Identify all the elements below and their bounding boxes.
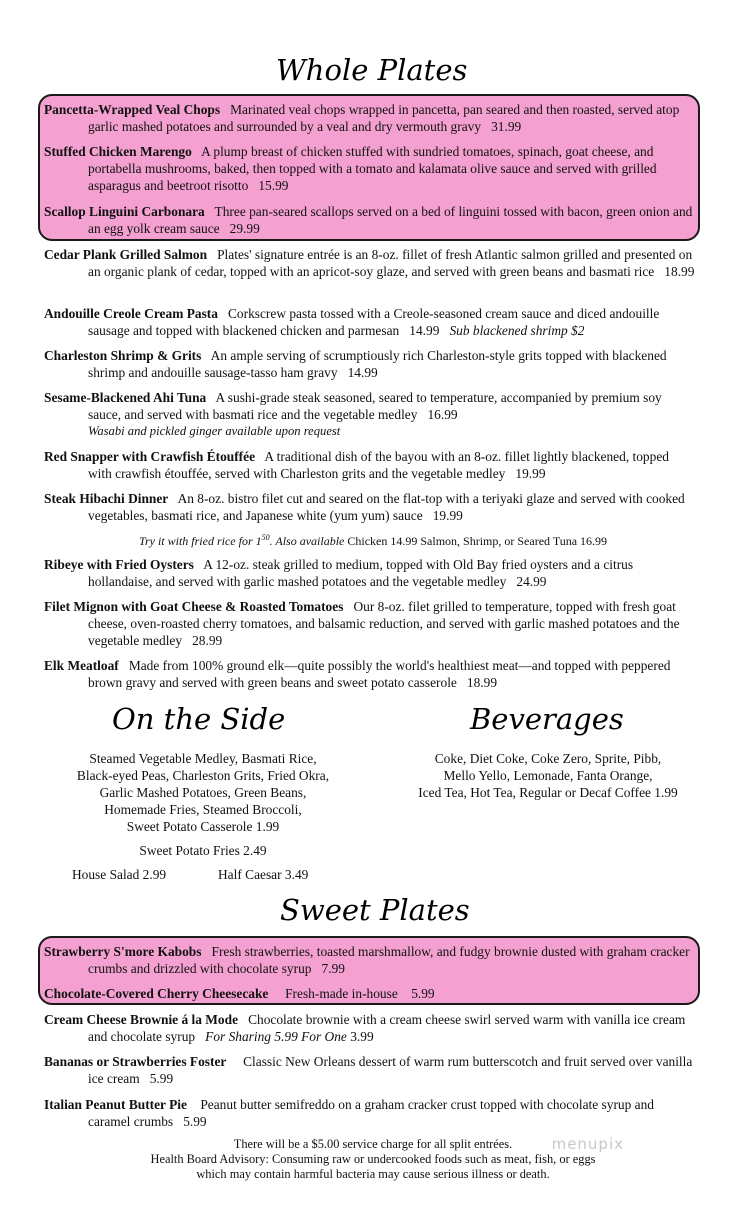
watermark: menupix: [551, 1135, 624, 1153]
item-description: Three pan-seared scallops served on a bed of linguini tossed with bacon, green onion and an egg yolk cream sauce: [88, 204, 693, 236]
house-salad: House Salad 2.99: [72, 867, 167, 882]
item-name: Pancetta-Wrapped Veal Chops: [44, 102, 221, 117]
item-name: Steak Hibachi Dinner: [44, 491, 169, 506]
side-line: Black-eyed Peas, Charleston Grits, Fried Okra,: [76, 768, 330, 783]
menu-item: [44, 347, 696, 381]
beverages-list: [380, 750, 716, 801]
sweet-plates-heading: Sweet Plates: [280, 893, 470, 927]
item-description: Classic New Orleans dessert of warm rum butterscotch and fruit served over vanilla ice cream: [88, 1054, 693, 1086]
item-extra: Sub blackened shrimp $2: [449, 323, 585, 338]
footer-line: which may contain harmful bacteria may cause serious illness or death.: [196, 1167, 550, 1181]
item-description: Our 8-oz. filet grilled to temperature, topped with fresh goat cheese, oven-roasted cherry tomatoes, and balsamic reduction, and served with garlic mashed potatoes and the vegetable medley: [88, 599, 680, 648]
menu-item: [44, 556, 696, 590]
item-price: 7.99: [321, 961, 345, 976]
menu-item: [44, 203, 696, 237]
menu-item: [44, 448, 696, 482]
beverage-line: Coke, Diet Coke, Coke Zero, Sprite, Pibb,: [434, 751, 662, 766]
fried-rice-sup: 50: [261, 533, 270, 542]
fried-rice-lead: Try it with fried rice for 1: [138, 534, 262, 548]
item-price: 5.99: [411, 986, 435, 1001]
menu-item: [44, 598, 696, 649]
side-list: [40, 750, 366, 835]
item-price: 29.99: [229, 221, 260, 236]
item-note: Wasabi and pickled ginger available upon request: [88, 424, 341, 438]
beverage-line: Iced Tea, Hot Tea, Regular or Decaf Coffee 1.99: [418, 785, 678, 800]
item-description: A plump breast of chicken stuffed with sundried tomatoes, spinach, goat cheese, and portabella mushrooms, baked, then topped with a tomato and kalamata olive sauce and served with grilled asparagus and beetroot risotto: [88, 144, 657, 193]
item-price: 3.99: [350, 1029, 374, 1044]
item-name: Cedar Plank Grilled Salmon: [44, 247, 208, 262]
fried-rice-mid: . Also available: [269, 534, 345, 548]
item-price: 5.99: [183, 1114, 207, 1129]
item-price: 14.99: [347, 365, 378, 380]
item-price: 28.99: [192, 633, 223, 648]
item-description: An 8-oz. bistro filet cut and seared on the flat-top with a teriyaki glaze and served with cooked vegetables, basmati rice, and Japanese white (yum yum) sauce: [88, 491, 685, 523]
item-description: Peanut butter semifreddo on a graham cracker crust topped with chocolate syrup and caramel crumbs: [88, 1097, 654, 1129]
side-line: Steamed Vegetable Medley, Basmati Rice,: [89, 751, 317, 766]
footer-line: There will be a $5.00 service charge for all split entrées.: [233, 1137, 513, 1151]
item-price: 18.99: [466, 675, 498, 690]
item-description: Made from 100% ground elk—quite possibly the world's healthiest meat—and topped with peppered brown gravy and served with green beans and sweet potato casserole: [88, 658, 671, 690]
item-description: Fresh strawberries, toasted marshmallow, and fudgy brownie dusted with graham cracker crumbs and drizzled with chocolate syrup: [88, 944, 690, 976]
item-name: Filet Mignon with Goat Cheese & Roasted Tomatoes: [44, 599, 344, 614]
menu-item: [44, 943, 696, 977]
item-price: 5.99: [149, 1071, 174, 1086]
item-price: 19.99: [432, 508, 463, 523]
menu-item: [44, 101, 696, 135]
menu-item: [44, 1011, 696, 1045]
menu-item: [44, 657, 696, 691]
side-line: Homemade Fries, Steamed Broccoli,: [104, 802, 302, 817]
item-extra: For Sharing 5.99 For One: [205, 1029, 347, 1044]
item-name: Charleston Shrimp & Grits: [44, 348, 202, 363]
item-description: An ample serving of scrumptiously rich Charleston-style grits topped with blackened shrimp and andouille sausage-tasso ham gravy: [88, 348, 667, 380]
item-name: Strawberry S'more Kabobs: [44, 944, 202, 959]
item-price: 31.99: [491, 119, 522, 134]
sweet-potato-fries: Sweet Potato Fries 2.49: [139, 843, 267, 858]
item-name: Bananas or Strawberries Foster: [44, 1054, 227, 1069]
beverage-line: Mello Yello, Lemonade, Fanta Orange,: [443, 768, 653, 783]
side-line: Garlic Mashed Potatoes, Green Beans,: [99, 785, 307, 800]
footer: [0, 1137, 746, 1182]
fried-rice-rest: Chicken 14.99 Salmon, Shrimp, or Seared Tuna 16.99: [347, 534, 608, 548]
side-line: Sweet Potato Casserole 1.99: [126, 819, 280, 834]
item-price: 19.99: [515, 466, 546, 481]
item-description: Corkscrew pasta tossed with a Creole-seasoned cream sauce and diced andouille sausage and topped with blackened chicken and parmesan: [88, 306, 660, 338]
menu-item: [44, 389, 696, 440]
item-price: 18.99: [664, 264, 695, 279]
menu-item: [44, 246, 696, 280]
item-description: Plates' signature entrée is an 8-oz. fillet of fresh Atlantic salmon grilled and presented on an organic plank of cedar, topped with an apricot-soy glaze, and served with green beans and basmati rice: [88, 247, 693, 279]
item-price: 15.99: [258, 178, 289, 193]
whole-plates-heading: Whole Plates: [276, 53, 468, 87]
fried-rice-note: [0, 530, 746, 549]
item-description: Chocolate brownie with a cream cheese swirl served warm with vanilla ice cream and chocolate syrup: [88, 1012, 686, 1044]
item-name: Stuffed Chicken Marengo: [44, 144, 192, 159]
item-description: Fresh-made in-house: [285, 986, 398, 1001]
item-name: Ribeye with Fried Oysters: [44, 557, 194, 572]
half-caesar: Half Caesar 3.49: [218, 867, 309, 882]
on-the-side-heading: On the Side: [112, 702, 286, 736]
item-name: Cream Cheese Brownie á la Mode: [44, 1012, 239, 1027]
item-price: 14.99: [409, 323, 440, 338]
item-name: Italian Peanut Butter Pie: [44, 1097, 187, 1112]
menu-item: [44, 1096, 696, 1130]
item-description: A sushi-grade steak seasoned, seared to temperature, accompanied by premium soy sauce, and served with basmati rice and the vegetable medley: [88, 390, 662, 422]
item-name: Chocolate-Covered Cherry Cheesecake: [44, 986, 269, 1001]
item-name: Andouille Creole Cream Pasta: [44, 306, 218, 321]
item-description: A 12-oz. steak grilled to medium, topped with Old Bay fried oysters and a citrus hollandaise, and served with garlic mashed potatoes and the vegetable medley: [88, 557, 634, 589]
footer-line: Health Board Advisory: Consuming raw or undercooked foods such as meat, fish, or eggs: [150, 1152, 596, 1166]
item-name: Sesame-Blackened Ahi Tuna: [44, 390, 207, 405]
menu-item: [44, 1053, 696, 1087]
menu-item: [44, 305, 696, 339]
item-description: Marinated veal chops wrapped in pancetta, pan seared and then roasted, served atop garlic mashed potatoes and surrounded by a veal and dry vermouth gravy: [88, 102, 680, 134]
menu-item: [44, 985, 696, 1002]
item-price: 16.99: [427, 407, 458, 422]
item-price: 24.99: [516, 574, 547, 589]
item-description: A traditional dish of the bayou with an 8-oz. fillet lightly blackened, topped with crawfish étouffée, served with Charleston grits and the vegetable medley: [88, 449, 669, 481]
item-name: Scallop Linguini Carbonara: [44, 204, 205, 219]
menu-item: [44, 143, 696, 194]
item-name: Red Snapper with Crawfish Étouffée: [44, 449, 256, 464]
beverages-heading: Beverages: [470, 702, 624, 736]
item-name: Elk Meatloaf: [44, 658, 119, 673]
menu-item: [44, 490, 696, 524]
